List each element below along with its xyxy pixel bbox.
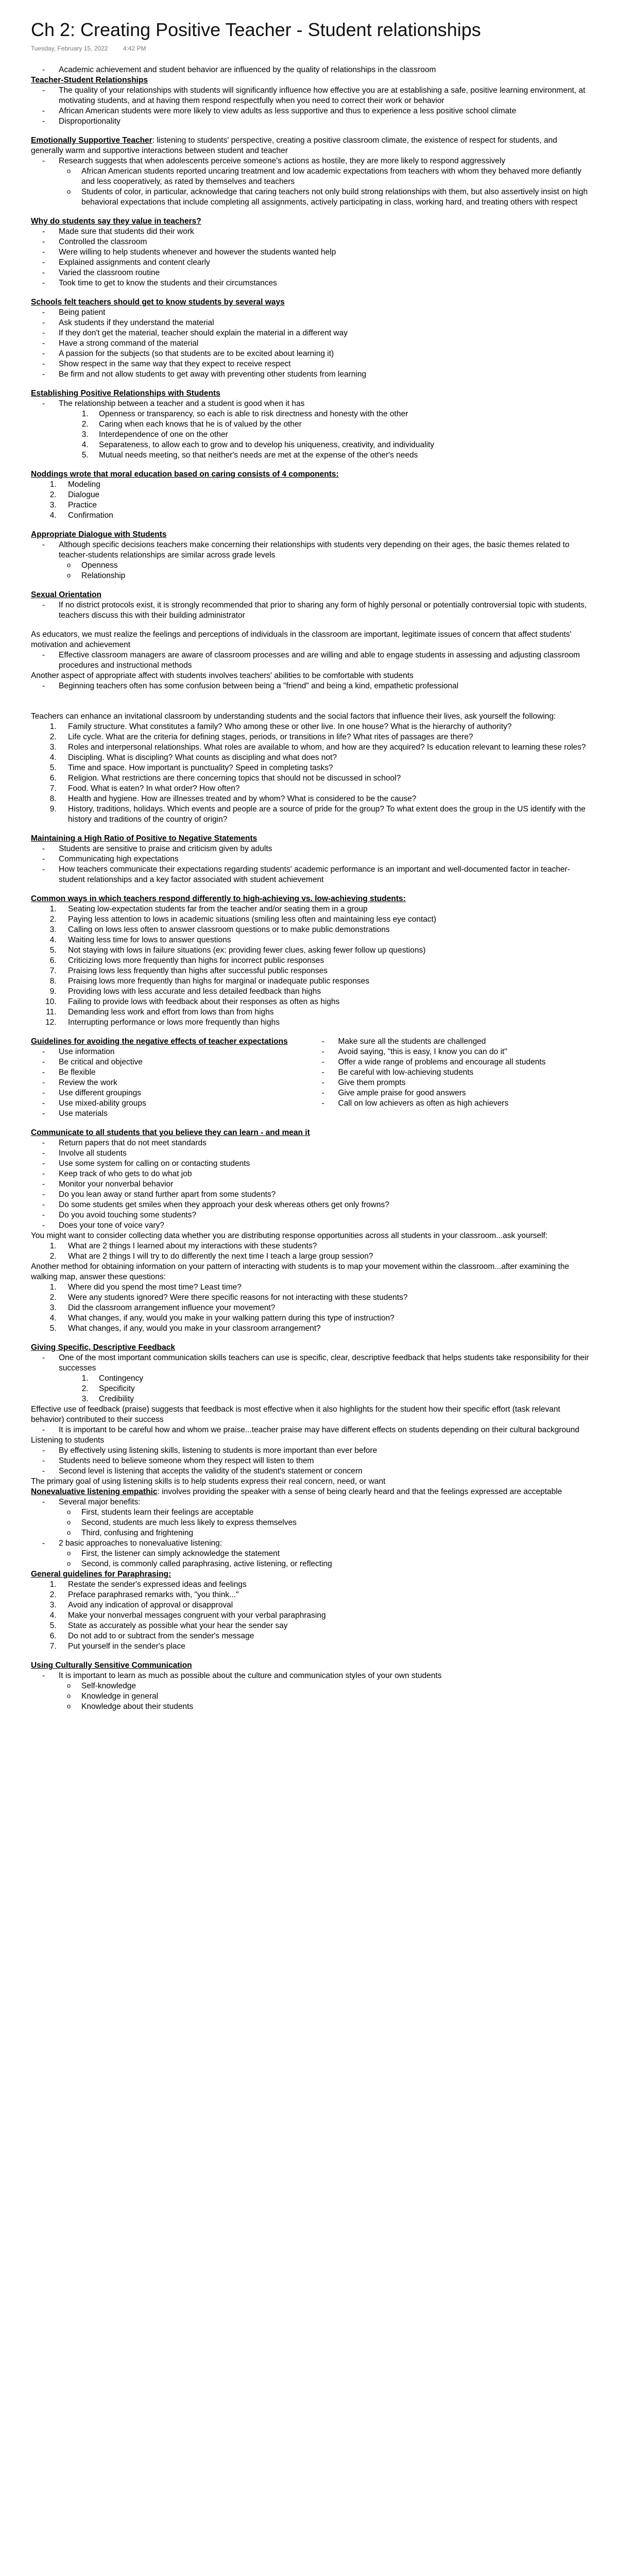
list-item: 1. Modeling (59, 480, 590, 490)
note-time: 4:42 PM (123, 45, 146, 52)
list-item: 2. Preface paraphrased remarks with, "you think..." (59, 1590, 590, 1600)
list-item: 5. What changes, if any, would you make in your classroom arrangement? (59, 1324, 590, 1334)
guide-section (31, 1037, 590, 1119)
list-item (59, 399, 590, 461)
section-heading: Common ways in which teachers respond differently to high-achieving vs. low-achieving students: (31, 894, 406, 903)
comm-section (31, 1128, 590, 1334)
list-item: - Beginning teachers often has some confusion between being a "friend" and being a kind, empathetic professional (59, 681, 590, 691)
so-section (31, 590, 590, 621)
list-item: 8. Health and hygiene. How are illnesses treated and by whom? What is considered to be the cause? (59, 794, 590, 804)
list-item: 9. Providing lows with less accurate and less detailed feedback than highs (59, 987, 590, 997)
list-item: - Controlled the classroom (59, 237, 590, 247)
list-item: 5. Not staying with lows in failure situations (ex: providing fewer clues, asking fewer follow up questions) (59, 945, 590, 956)
list-item: 4. Confirmation (59, 511, 590, 521)
list-item: - Use mixed-ability groups (59, 1098, 311, 1109)
list-item: - The quality of your relationships with students will significantly influence how effective you are at establishing a safe, positive learning environment, at motivating students, and at having them respond respectfully when you need to correct their work or behavior (59, 86, 590, 106)
list-item: 12. Interrupting performance or lows more frequently than highs (59, 1018, 590, 1028)
list-item: 5. Time and space. How important is punctuality? Speed in completing tasks? (59, 763, 590, 773)
list-item: - African American students were more likely to view adults as less supportive and thus to experience a less positive school climate (59, 106, 590, 116)
para-section (31, 1569, 590, 1652)
list-item: 2. Caring when each knows that he is of valued by the other (91, 419, 590, 430)
section-heading: Why do students say they value in teachers? (31, 217, 201, 226)
list-item: o African American students reported uncaring treatment and low academic expectations from teachers with whom they behaved more defiantly and less cooperatively, as rated by themselves and teachers (81, 166, 590, 187)
paragraph: You might want to consider collecting data whether you are distributing response opportunities across all students in your classroom...ask yourself: (31, 1231, 548, 1240)
paragraph (31, 135, 590, 156)
list-item (59, 1497, 590, 1538)
section-heading: Giving Specific, Descriptive Feedback (31, 1343, 175, 1352)
list-item-text: It is important to learn as much as possible about the culture and communication styles of your own students (59, 1671, 442, 1680)
list-item: 4. Discipling. What is discipling? What counts as discipling and what does not? (59, 753, 590, 763)
list-item-text: Several major benefits: (59, 1498, 141, 1506)
note-page (31, 19, 590, 1721)
list-item: 1. Family structure. What constitutes a family? Who among these or other live. In one house? What is the hierarchy of authority? (59, 722, 590, 732)
list-item: 1. Openness or transparency, so each is able to risk directness and honesty with the other (91, 409, 590, 419)
paragraph (31, 1487, 590, 1497)
section-heading: Teacher-Student Relationships (31, 76, 148, 84)
list-item: - Have a strong command of the material (59, 338, 590, 349)
list-item: 7. Praising lows less frequently than highs after successful public responses (59, 966, 590, 976)
note-date: Tuesday, February 15, 2022 (31, 45, 108, 52)
list-item-text: Research suggests that when adolescents perceive someone's actions as hostile, they are more likely to respond aggressively (59, 157, 506, 165)
list-item: - Students need to believe someone whom they respect will listen to them (59, 1456, 590, 1466)
feedback-section (31, 1343, 590, 1569)
list-item: - Return papers that do not meet standards (59, 1138, 590, 1148)
list-item: - Use information (59, 1047, 311, 1057)
list-item: - Show respect in the same way that they expect to receive respect (59, 359, 590, 369)
paragraph-text: : involves providing the speaker with a sense of being clearly heard and that the feelings expressed are acceptable (157, 1487, 562, 1496)
section-heading: Sexual Orientation (31, 590, 101, 599)
paragraph: Listening to students (31, 1436, 105, 1445)
list-item: 4. What changes, if any, would you make in your walking pattern during this type of instruction? (59, 1313, 590, 1324)
list-item: 11. Demanding less work and effort from lows than from highs (59, 1007, 590, 1018)
paragraph: Another method for obtaining information on your pattern of interacting with students is to map your movement within the classroom...after examining the walking map, answer these questions: (31, 1262, 570, 1281)
culture-section (31, 1660, 590, 1712)
list-item: - If they don't get the material, teacher should explain the material in a different way (59, 328, 590, 338)
dialogue-section (31, 530, 590, 581)
list-item: o Knowledge about their students (81, 1702, 590, 1712)
list-item: - Being patient (59, 308, 590, 318)
list-item: 1. Seating low-expectation students far from the teacher and/or seating them in a group (59, 904, 590, 914)
eprs-section (31, 388, 590, 461)
ratio-section (31, 834, 590, 885)
list-item: - Avoid saying, "this is easy, I know you can do it" (338, 1047, 590, 1057)
list-item: - Varied the classroom routine (59, 268, 590, 278)
list-item: - Keep track of who gets to do what job (59, 1169, 590, 1179)
list-item: - Do you avoid touching some students? (59, 1210, 590, 1221)
section-heading: Noddings wrote that moral education based on caring consists of 4 components: (31, 470, 339, 479)
list-item: o Knowledge in general (81, 1691, 590, 1702)
list-item: - It is important to be careful how and whom we praise...teacher praise may have different effects on students depending on their cultural background (59, 1425, 590, 1435)
paragraph: Effective use of feedback (praise) suggests that feedback is most effective when it also highlights for the student how their specific effort (task relevant behavior) contributed to their success (31, 1405, 560, 1424)
list-item: - Call on low achievers as often as high achievers (338, 1098, 590, 1109)
list-item: 6. Criticizing lows more frequently than highs for incorrect public responses (59, 956, 590, 966)
list-item: 2. Dialogue (59, 490, 590, 500)
list-item: 2. Paying less attention to lows in academic situations (smiling less often and maintaining less eye contact) (59, 914, 590, 925)
list-item: - Review the work (59, 1078, 311, 1088)
list-item: 6. Religion. What restrictions are there concerning topics that should not be discussed in school? (59, 773, 590, 784)
list-item: - If no district protocols exist, it is strongly recommended that prior to sharing any form of highly personal or potentially controversial topic with students, teachers discuss this with their building administrator (59, 600, 590, 621)
list-item: 3. Interdependence of one on the other (91, 430, 590, 440)
list-item: 5. Mutual needs meeting, so that neither's needs are met at the expense of the other's needs (91, 450, 590, 461)
list-item: - Be flexible (59, 1067, 311, 1078)
list-item: - Monitor your nonverbal behavior (59, 1179, 590, 1190)
list-item: 7. Food. What is eaten? In what order? How often? (59, 784, 590, 794)
page-title: Ch 2: Creating Positive Teacher - Student relationships (31, 19, 481, 40)
tsr-section (31, 75, 590, 127)
list-item: - Communicating high expectations (59, 854, 590, 865)
list-item: - Give them prompts (338, 1078, 590, 1088)
list-item: - A passion for the subjects (so that students are to be excited about learning it) (59, 349, 590, 359)
list-item: - Explained assignments and content clearly (59, 258, 590, 268)
list-item: o Second, is commonly called paraphrasing, active listening, or reflecting (81, 1559, 590, 1569)
list-item: - By effectively using listening skills, listening to students is more important than ever before (59, 1446, 590, 1456)
list-item: - Use some system for calling on or contacting students (59, 1159, 590, 1169)
list-item (59, 156, 590, 208)
section-heading: Appropriate Dialogue with Students (31, 530, 167, 539)
list-item: 3. Roles and interpersonal relationships. What roles are available to whom, and how are they acquired? Is education relevant to learning these roles? (59, 742, 590, 753)
list-item: - Academic achievement and student behavior are influenced by the quality of relationships in the classroom (59, 65, 590, 75)
schools-section (31, 297, 590, 380)
list-item: - Do some students get smiles when they approach your desk whereas others get only frowns? (59, 1200, 590, 1210)
section-heading: Guidelines for avoiding the negative effects of teacher expectations (31, 1037, 288, 1046)
list-item: 1. Restate the sender's expressed ideas and feelings (59, 1580, 590, 1590)
list-item: 3. Avoid any indication of approval or disapproval (59, 1600, 590, 1611)
list-item: o Openness (81, 561, 590, 571)
list-item: 8. Praising lows more frequently than highs for marginal or inadequate public responses (59, 976, 590, 987)
list-item: - Effective classroom managers are aware of classroom processes and are willing and able to engage students in assessing and adjusting classroom procedures and instructional methods (59, 650, 590, 671)
list-item: o Self-knowledge (81, 1681, 590, 1691)
guide-left-list (31, 1047, 311, 1119)
list-item: - Use materials (59, 1109, 311, 1119)
list-item: - Involve all students (59, 1148, 590, 1159)
list-item: - Disproportionality (59, 116, 590, 127)
list-item: 3. Practice (59, 500, 590, 511)
spacer (31, 700, 590, 711)
paragraph: As educators, we must realize the feelings and perceptions of individuals in the classroom are important, legitimate issues of concern that affect students' motivation and achievement (31, 630, 572, 649)
list-item: o Students of color, in particular, acknowledge that caring teachers not only build strong relationships with them, but also assertively insist on high behavioral expectations that include completing all assignments, actively participating in class, working hard, and treating others with respect (81, 187, 590, 208)
list-item: o Relationship (81, 571, 590, 581)
list-item: - Were willing to help students whenever and however the students wanted help (59, 247, 590, 258)
section-heading: Using Culturally Sensitive Communication (31, 1661, 192, 1670)
section-heading: Communicate to all students that you believe they can learn - and mean it (31, 1128, 310, 1137)
list-item: 1. What are 2 things I learned about my interactions with these students? (59, 1241, 590, 1251)
list-item (59, 540, 590, 581)
list-item: 7. Put yourself in the sender's place (59, 1641, 590, 1652)
list-item: 3. Did the classroom arrangement influence your movement? (59, 1303, 590, 1313)
list-item (59, 1353, 590, 1404)
list-item: 4. Separateness, to allow each to grow and to develop his uniqueness, creativity, and individuality (91, 440, 590, 450)
list-item: - Make sure all the students are challenged (338, 1037, 590, 1047)
list-item: - Do you lean away or stand further apart from some students? (59, 1190, 590, 1200)
common-section (31, 894, 590, 1028)
list-item: 9. History, traditions, holidays. Which events and people are a source of pride for the group? To what extent does the group in the US identify with the history and traditions of the country of origin? (59, 804, 590, 825)
list-item: 2. Specificity (91, 1384, 590, 1394)
list-item: o First, students learn their feelings are acceptable (81, 1507, 590, 1518)
list-item: 2. Life cycle. What are the criteria for defining stages, periods, or transitions in life? What rites of passages are there? (59, 732, 590, 742)
section-heading: General guidelines for Paraphrasing: (31, 1570, 171, 1579)
list-item: o Second, students are much less likely to express themselves (81, 1518, 590, 1528)
list-item: o Third, confusing and frightening (81, 1528, 590, 1538)
list-item (59, 1671, 590, 1712)
list-item: 10. Failing to provide lows with feedback about their responses as often as highs (59, 997, 590, 1007)
list-item: - Give ample praise for good answers (338, 1088, 590, 1098)
list-item: - Took time to get to know the students and their circumstances (59, 278, 590, 289)
list-item: 2. What are 2 things I will try to do differently the next time I teach a large group session? (59, 1251, 590, 1262)
section-heading: Nonevaluative listening empathic (31, 1487, 158, 1496)
list-item: 5. State as accurately as possible what your hear the sender say (59, 1621, 590, 1631)
why-section (31, 216, 590, 289)
guide-right-list (311, 1037, 590, 1119)
list-item: 2. Were any students ignored? Were there specific reasons for not interacting with these students? (59, 1293, 590, 1303)
list-item: - Use different groupings (59, 1088, 311, 1098)
list-item: - Offer a wide range of problems and encourage all students (338, 1057, 590, 1067)
list-item: 3. Credibility (91, 1394, 590, 1404)
list-item: 4. Waiting less time for lows to answer questions (59, 935, 590, 945)
invitational-section (31, 711, 590, 825)
list-item: - Does your tone of voice vary? (59, 1221, 590, 1231)
list-item: o First, the listener can simply acknowledge the statement (81, 1549, 590, 1559)
section-heading: Establishing Positive Relationships with Students (31, 389, 220, 398)
section-heading: Emotionally Supportive Teacher (31, 136, 152, 145)
list-item: - Be firm and not allow students to get away with preventing other students from learning (59, 369, 590, 380)
est-section (31, 135, 590, 208)
list-item: 6. Do not add to or subtract from the sender's message (59, 1631, 590, 1641)
noddings-section (31, 469, 590, 521)
list-item: 1. Contingency (91, 1374, 590, 1384)
paragraph: Teachers can enhance an invitational classroom by understanding students and the social factors that influence their lives, ask yourself the following: (31, 712, 556, 721)
intro-section (31, 65, 590, 75)
paragraph-text: : listening to students' perspective, creating a positive classroom climate, the existence of respect for students, and generally warm and supportive interactions between student and teacher (31, 136, 557, 155)
list-item (59, 1538, 590, 1569)
note-meta (31, 43, 590, 54)
list-item: - Made sure that students did their work (59, 227, 590, 237)
section-heading: Schools felt teachers should get to know students by several ways (31, 298, 285, 307)
educators-section (31, 630, 590, 691)
list-item: 4. Make your nonverbal messages congruent with your verbal paraphrasing (59, 1611, 590, 1621)
list-item: 1. Where did you spend the most time? Least time? (59, 1282, 590, 1293)
list-item: - Second level is listening that accepts the validity of the student's statement or concern (59, 1466, 590, 1477)
list-item: 3. Calling on lows less often to answer classroom questions or to make public demonstrations (59, 925, 590, 935)
list-item: - How teachers communicate their expectations regarding students' academic performance is an important and well-documented factor in teacher-student relationships and a key factor associated with student achievement (59, 865, 590, 885)
list-item-text: Although specific decisions teachers make concerning their relationships with students very depending on their ages, the basic themes related to teacher-students relationships are similar across grade levels (59, 540, 570, 560)
list-item-text: The relationship between a teacher and a student is good when it has (59, 399, 305, 408)
paragraph: The primary goal of using listening skills is to help students express their real concern, need, or want (31, 1477, 386, 1486)
paragraph: Another aspect of appropriate affect with students involves teachers' abilities to be comfortable with students (31, 671, 414, 680)
list-item: - Students are sensitive to praise and criticism given by adults (59, 844, 590, 854)
list-item: - Ask students if they understand the material (59, 318, 590, 328)
list-item: - Be careful with low-achieving students (338, 1067, 590, 1078)
list-item-text: One of the most important communication skills teachers can use is specific, clear, descriptive feedback that helps students take responsibility for their successes (59, 1353, 589, 1372)
list-item-text: 2 basic approaches to nonevaluative listening: (59, 1539, 222, 1548)
list-item: - Be critical and objective (59, 1057, 311, 1067)
section-heading: Maintaining a High Ratio of Positive to Negative Statements (31, 834, 258, 843)
